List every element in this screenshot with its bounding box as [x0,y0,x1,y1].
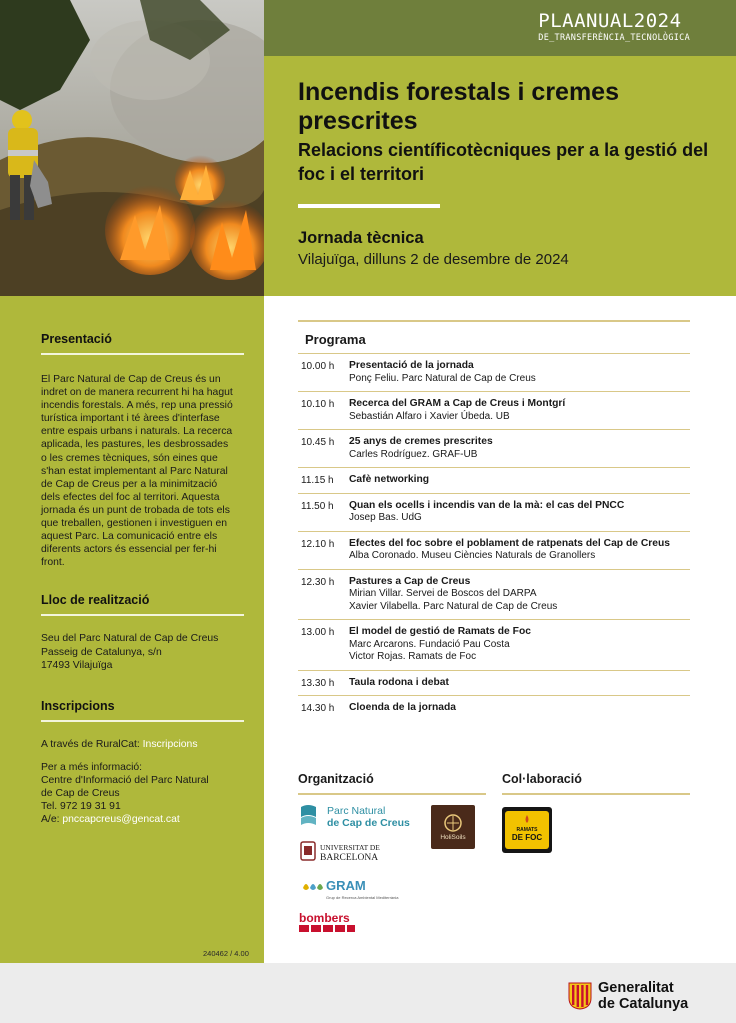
program-content [349,576,690,614]
ramats-de-foc-logo [502,807,552,853]
program-content [349,360,690,385]
holisoils-text: HoliSoils [440,834,466,841]
section-divider [41,614,244,616]
presentacio-heading: Presentació [41,332,112,346]
parc-natural-logo [300,803,425,829]
info-line: Centre d'Informació del Parc Natural [41,774,209,786]
program-content [349,436,690,461]
program-time: 13.30 h [301,677,335,689]
program-item-title: 25 anys de cremes prescrites [349,436,493,447]
event-subtitle: Relacions científicotècniques per a la gestió del foc i el territori [298,140,709,184]
holisoils-logo [431,805,475,849]
inscripcions-text [41,738,234,751]
event-date-place: Vilajuïga, dilluns 2 de desembre de 2024 [298,251,569,268]
plaanual-logo [538,10,690,43]
program-content [349,626,690,664]
lloc-line: 17493 Vilajuïga [41,659,113,671]
program-item-title: Cafè networking [349,474,430,485]
program-item-title: El model de gestió de Ramats de Foc [349,626,531,637]
program-item-title: Presentació de la jornada [349,360,474,371]
program-row [298,531,690,569]
program-item-speaker: Mirian Villar. Servei de Boscos del DARPA [349,588,537,599]
program-row [298,353,690,391]
program-row [298,670,690,696]
inscripcions-heading: Inscripcions [41,698,115,713]
program-item-speaker: Sebastián Alfaro i Xavier Úbeda. UB [349,410,510,422]
left-column [0,296,264,963]
presentacio-text: El Parc Natural de Cap de Creus és un indret on de manera recurrent hi ha hagut incendis forestals. A més, rep una pressió turística important i té àrees d'interfase entre espais urbans i naturals. La recerca aplicada, les pastures, les desbrossades o les cremes tècniques, són eines que s'han estat implementant al Parc Natural de Cap de Creus per a la minimització dels efectes del foc al territori. Aquesta jornada és un punt de trobada de tots els que treballen, gestionen i investiguen en aquest Parc. La comunicació entre els diferents actors és essencial per fer-hi front. [41,374,233,569]
ramats-line1: RAMATS [516,827,538,833]
lloc-address [41,632,234,671]
program-content [349,398,690,423]
program-time: 10.00 h [301,361,335,372]
lloc-line: Passeig de Catalunya, s/n [41,646,162,658]
event-title: Incendis forestals i cremes prescrites [298,78,619,135]
program-time: 11.15 h [301,475,334,486]
parc-line1: Parc Natural [327,805,386,817]
section-divider [298,793,486,795]
info-line: Per a més informació: [41,761,143,773]
generalitat-logo [568,980,688,1012]
program-row [298,619,690,670]
ub-logo [300,840,400,864]
wildfire-photo-illustration [0,0,264,296]
program-time: 12.30 h [301,576,335,588]
ub-line2: BARCELONA [320,853,379,863]
gencat-line1: Generalitat [598,980,674,996]
program-row [298,569,690,620]
info-text [41,761,234,826]
program-time: 13.00 h [301,627,335,638]
program-content [349,474,690,487]
program-time: 14.30 h [301,703,335,714]
lloc-line: Seu del Parc Natural de Cap de Creus [41,633,219,645]
inscripcions-link[interactable]: Inscripcions [142,738,198,750]
program-item-speaker: Carles Rodríguez. GRAF-UB [349,448,478,460]
program-item-speaker: Josep Bas. UdG [349,512,422,523]
program-time: 11.50 h [301,500,334,512]
header-band [264,0,736,56]
program-time: 12.10 h [301,538,335,550]
program-row [298,493,690,531]
email-link[interactable]: pnccapcreus@gencat.cat [62,814,180,826]
ub-line1: UNIVERSITAT DE [320,843,380,852]
parc-line2: de Cap de Creus [327,817,410,829]
program-item-title: Quan els ocells i incendis van de la mà: el cas del PNCC [349,499,625,511]
ramats-line2: DE FOC [511,833,543,842]
section-divider [502,793,690,795]
program-item-title: Efectes del foc sobre el poblament de ratpenats del Cap de Creus [349,537,671,549]
info-line: Tel. 972 19 31 91 [41,801,121,813]
hero-panel [264,56,736,296]
gram-logo [300,876,399,904]
event-type: Jornada tècnica [298,229,424,247]
section-divider [41,720,244,722]
program-row [298,695,690,721]
program-time: 10.45 h [301,437,335,448]
program-item-title: Recerca del GRAM a Cap de Creus i Montgrí [349,398,566,409]
program-content [349,702,690,715]
email-prefix: A/e: [41,814,60,826]
organitzacio-section [298,772,486,795]
hero-divider [298,204,440,208]
collaboracio-section [502,772,690,795]
bombers-logo [299,912,357,934]
organitzacio-heading: Organització [298,772,374,786]
program-row [298,429,690,467]
program-table [298,320,690,721]
gram-text: GRAM [326,878,366,893]
program-heading: Programa [305,332,366,347]
gram-subtitle: Grup de Recerca Ambiental Mediterrània [326,895,399,900]
document-code: 240462 / 4.00 [203,949,249,958]
program-item-speaker: Victor Rojas. Ramats de Foc [349,651,477,662]
wildfire-photo [0,0,264,296]
generalitat-shield-icon [568,982,592,1010]
program-content [349,677,690,690]
program-content [349,500,690,525]
brand-subtitle: DE_TRANSFERÈNCIA_TECNOLÒGICA [538,33,690,43]
collaboracio-heading: Col·laboració [502,772,582,786]
brand-title: PLAANUAL2024 [538,10,682,32]
lloc-heading: Lloc de realització [41,593,150,608]
program-item-speaker: Marc Arcarons. Fundació Pau Costa [349,638,510,650]
program-item-speaker: Alba Coronado. Museu Ciències Naturals de Granollers [349,550,596,561]
program-item-title: Taula rodona i debat [349,676,449,688]
program-item-title: Pastures a Cap de Creus [349,575,471,587]
inscripcions-prefix: A través de RuralCat: [41,738,140,750]
program-time: 10.10 h [301,399,335,410]
info-line: de Cap de Creus [41,787,120,799]
program-content [349,538,690,563]
program-item-speaker: Ponç Feliu. Parc Natural de Cap de Creus [349,372,536,384]
program-row [298,391,690,429]
program-row [298,467,690,493]
program-item-speaker: Xavier Vilabella. Parc Natural de Cap de Creus [349,600,558,612]
section-divider [41,353,244,355]
program-rows [298,353,690,721]
gencat-line2: de Catalunya [598,996,689,1012]
program-item-title: Cloenda de la jornada [349,702,456,713]
bombers-text: bombers [299,911,350,925]
